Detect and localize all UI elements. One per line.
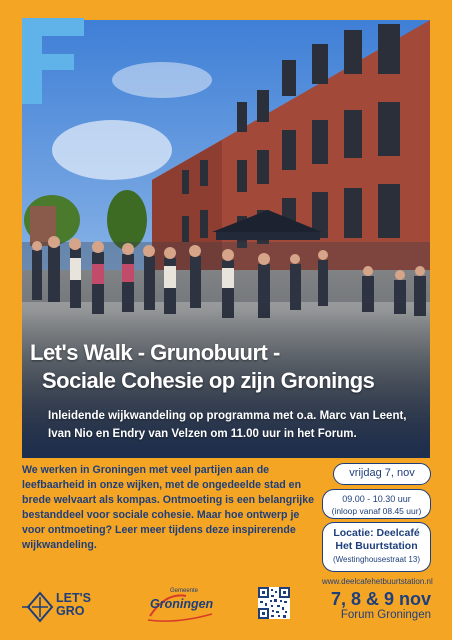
date-badge xyxy=(333,463,431,485)
gemeente-label: Gemeente xyxy=(170,588,199,594)
date-text: vrijdag 7, nov xyxy=(349,467,415,479)
letsgro-line-2: GRO xyxy=(56,604,85,618)
time-note: (inloop vanaf 08.45 uur) xyxy=(331,506,422,516)
letsgro-logo-text xyxy=(56,592,91,618)
event-dates: 7, 8 & 9 nov xyxy=(330,589,431,609)
title-line-1: Let's Walk - Grunobuurt - xyxy=(30,340,280,365)
time-badge xyxy=(322,489,431,519)
location-name: Het Buurtstation xyxy=(335,540,418,552)
description-text: We werken in Groningen met veel partijen aan de leefbaarheid in onze wijken, met de ongedeelde stad en brede welvaart als kompas. Ontmoeting is een belangrijke bestanddeel voor sociale cohesie. Maar hoe ontwerp je voor ontmoeting? Leer meer tijdens deze inspirerende wijkwandeling. xyxy=(22,464,315,552)
groningen-label: Groningen xyxy=(150,597,214,611)
website-link[interactable]: www.deelcafehetbuurtstation.nl xyxy=(322,577,433,586)
time-text: 09.00 - 10.30 uur xyxy=(342,494,411,504)
title-line-2: Sociale Cohesie op zijn Gronings xyxy=(42,368,375,393)
subtitle-line-1: Inleidende wijkwandeling op programma met o.a. Marc van Leent, xyxy=(48,410,407,422)
location-label: Locatie: Deelcafé xyxy=(333,527,420,539)
location-badge xyxy=(322,522,431,572)
event-place: Forum Groningen xyxy=(340,609,431,621)
letsgro-line-1: LET'S xyxy=(56,591,91,605)
location-address: (Westinghousestraat 13) xyxy=(332,555,420,564)
festival-f-logo-icon xyxy=(22,18,84,104)
subtitle-line-2: Ivan Nio en Endry van Velzen om 11.00 uur in het Forum. xyxy=(48,428,357,440)
qr-code-icon[interactable] xyxy=(258,587,290,619)
